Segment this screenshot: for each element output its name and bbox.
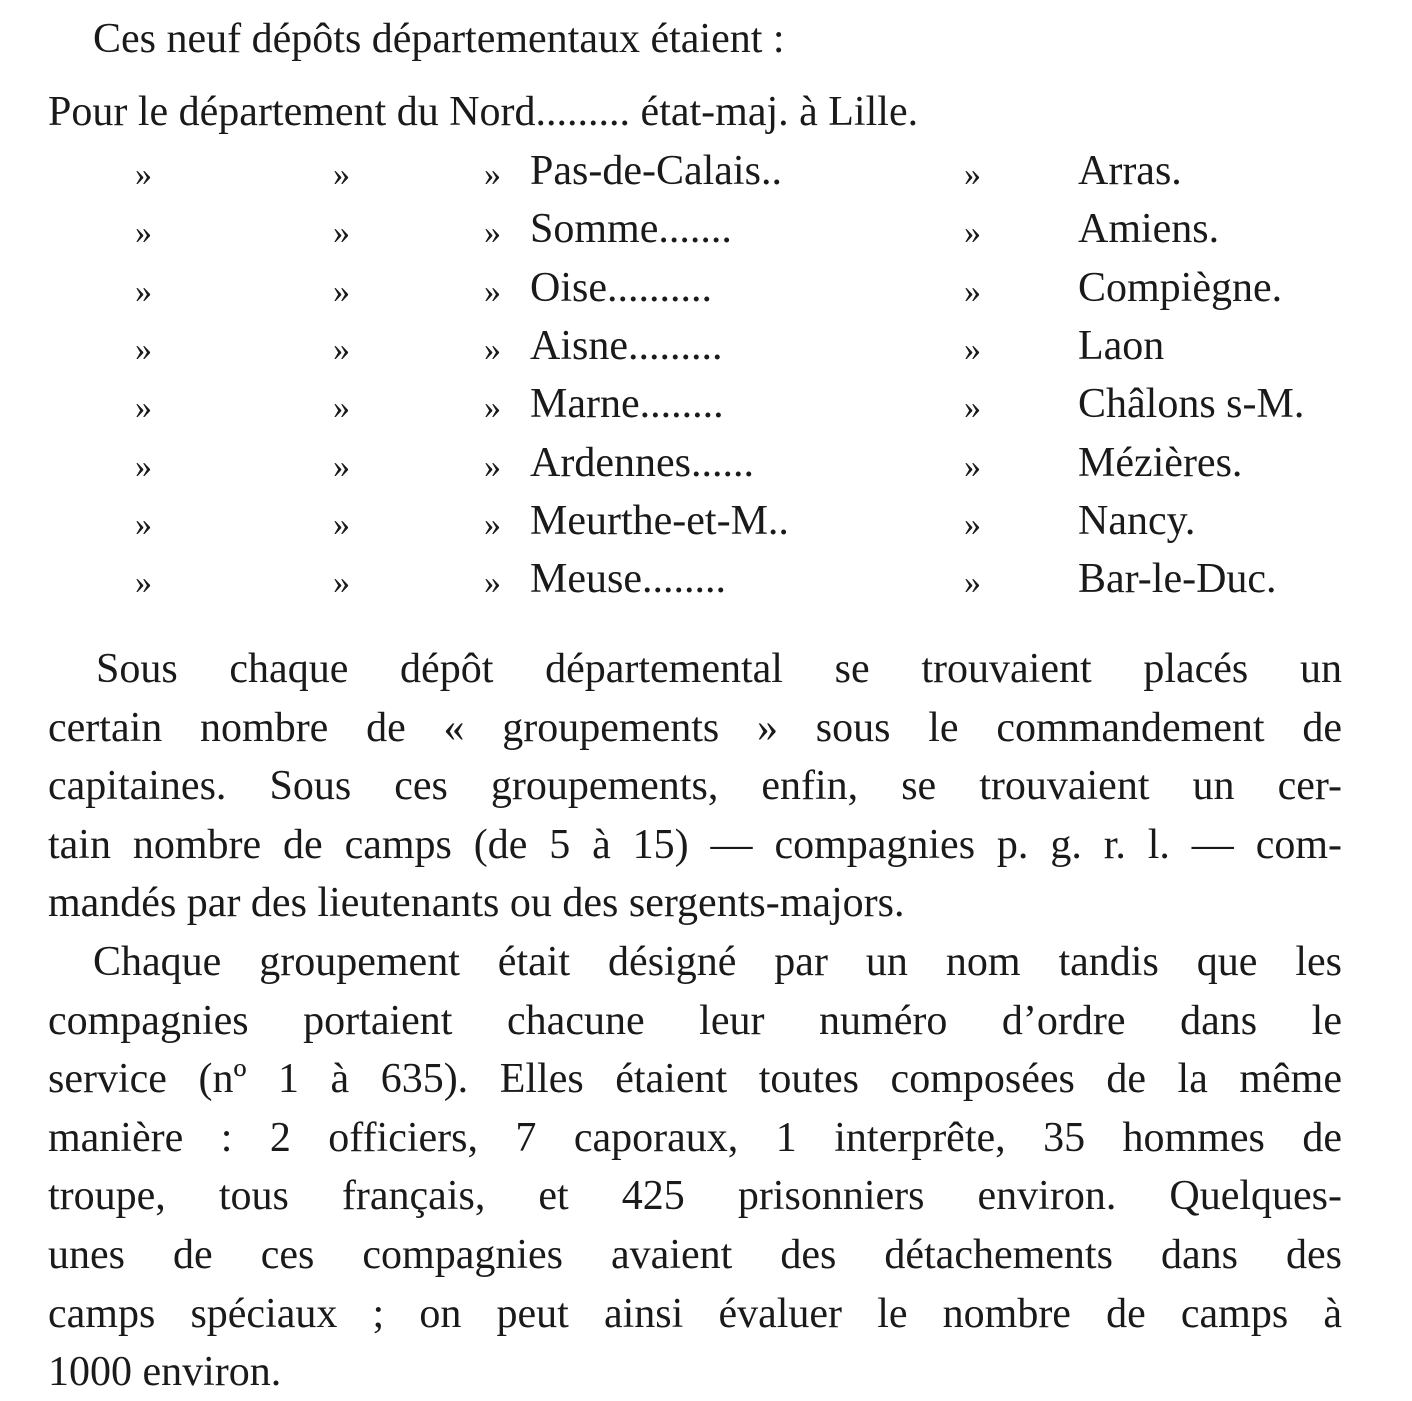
nord-row: [48, 83, 918, 141]
ditto-mark: »: [484, 156, 501, 193]
ditto-mark: »: [484, 506, 501, 543]
ditto-mark: »: [135, 331, 152, 368]
paragraph-line: certain nombre de « groupements » sous le commandement de: [48, 705, 1342, 751]
ditto-mark: »: [484, 389, 501, 426]
ditto-mark: »: [484, 564, 501, 601]
headquarters-city: Amiens.: [1078, 206, 1220, 252]
ditto-mark: »: [484, 448, 501, 485]
ditto-mark: »: [964, 448, 981, 485]
ditto-mark: »: [964, 506, 981, 543]
nord-staff: état-maj. à Lille.: [640, 89, 919, 135]
paragraph-line: service (nº 1 à 635). Elles étaient toutes composées de la même: [48, 1056, 1342, 1102]
ditto-mark: »: [964, 156, 981, 193]
paragraph-line: capitaines. Sous ces groupements, enfin, se trouvaient un cer-: [48, 763, 1342, 809]
headquarters-city: Châlons s-M.: [1078, 381, 1305, 427]
paragraph-line: compagnies portaient chacune leur numéro d’ordre dans le: [48, 998, 1342, 1044]
headquarters-city: Laon: [1078, 323, 1165, 369]
department-name: Oise..........: [530, 265, 712, 311]
department-name: Somme.......: [530, 206, 732, 252]
paragraph-line: Chaque groupement était désigné par un nom tandis que les: [93, 939, 1342, 985]
ditto-mark: »: [964, 389, 981, 426]
ditto-mark: »: [964, 331, 981, 368]
ditto-mark: »: [333, 389, 350, 426]
ditto-mark: »: [333, 331, 350, 368]
paragraph-line: mandés par des lieutenants ou des sergents-majors.: [48, 880, 905, 926]
ditto-mark: »: [333, 156, 350, 193]
ditto-mark: »: [484, 331, 501, 368]
ditto-mark: »: [135, 448, 152, 485]
department-name: Meurthe-et-M..: [530, 498, 789, 544]
headquarters-city: Mézières.: [1078, 440, 1243, 486]
paragraph-line: Sous chaque dépôt départemental se trouvaient placés un: [96, 646, 1342, 692]
department-name: Pas-de-Calais..: [530, 148, 782, 194]
ditto-mark: »: [333, 273, 350, 310]
paragraph-line: camps spéciaux ; on peut ainsi évaluer le nombre de camps à: [48, 1291, 1342, 1337]
ditto-mark: »: [333, 214, 350, 251]
paragraph-line: troupe, tous français, et 425 prisonniers environ. Quelques-: [48, 1173, 1342, 1219]
ditto-mark: »: [135, 273, 152, 310]
headquarters-city: Bar-le-Duc.: [1078, 556, 1277, 602]
ditto-mark: »: [135, 506, 152, 543]
ditto-mark: »: [964, 564, 981, 601]
ditto-mark: »: [135, 214, 152, 251]
department-name: Aisne.........: [530, 323, 723, 369]
department-name: Marne........: [530, 381, 724, 427]
paragraph-line: 1000 environ.: [48, 1349, 282, 1395]
ditto-mark: »: [135, 389, 152, 426]
ditto-mark: »: [135, 156, 152, 193]
ditto-mark: »: [484, 273, 501, 310]
department-name: Ardennes......: [530, 440, 754, 486]
nord-dots: .........: [535, 89, 631, 135]
headquarters-city: Compiègne.: [1078, 265, 1283, 311]
headquarters-city: Arras.: [1078, 148, 1182, 194]
ditto-mark: »: [333, 448, 350, 485]
paragraph-line: tain nombre de camps (de 5 à 15) — compagnies p. g. r. l. — com-: [48, 822, 1342, 868]
ditto-mark: »: [333, 564, 350, 601]
ditto-mark: »: [964, 273, 981, 310]
nord-label: Pour le département du Nord: [48, 89, 536, 135]
ditto-mark: »: [964, 214, 981, 251]
intro-line: Ces neuf dépôts départementaux étaient :: [93, 16, 785, 62]
headquarters-city: Nancy.: [1078, 498, 1196, 544]
ditto-mark: »: [333, 506, 350, 543]
ditto-mark: »: [484, 214, 501, 251]
ditto-mark: »: [135, 564, 152, 601]
paragraph-line: unes de ces compagnies avaient des détachements dans des: [48, 1232, 1342, 1278]
paragraph-line: manière : 2 officiers, 7 caporaux, 1 interprête, 35 hommes de: [48, 1115, 1342, 1161]
department-name: Meuse........: [530, 556, 726, 602]
